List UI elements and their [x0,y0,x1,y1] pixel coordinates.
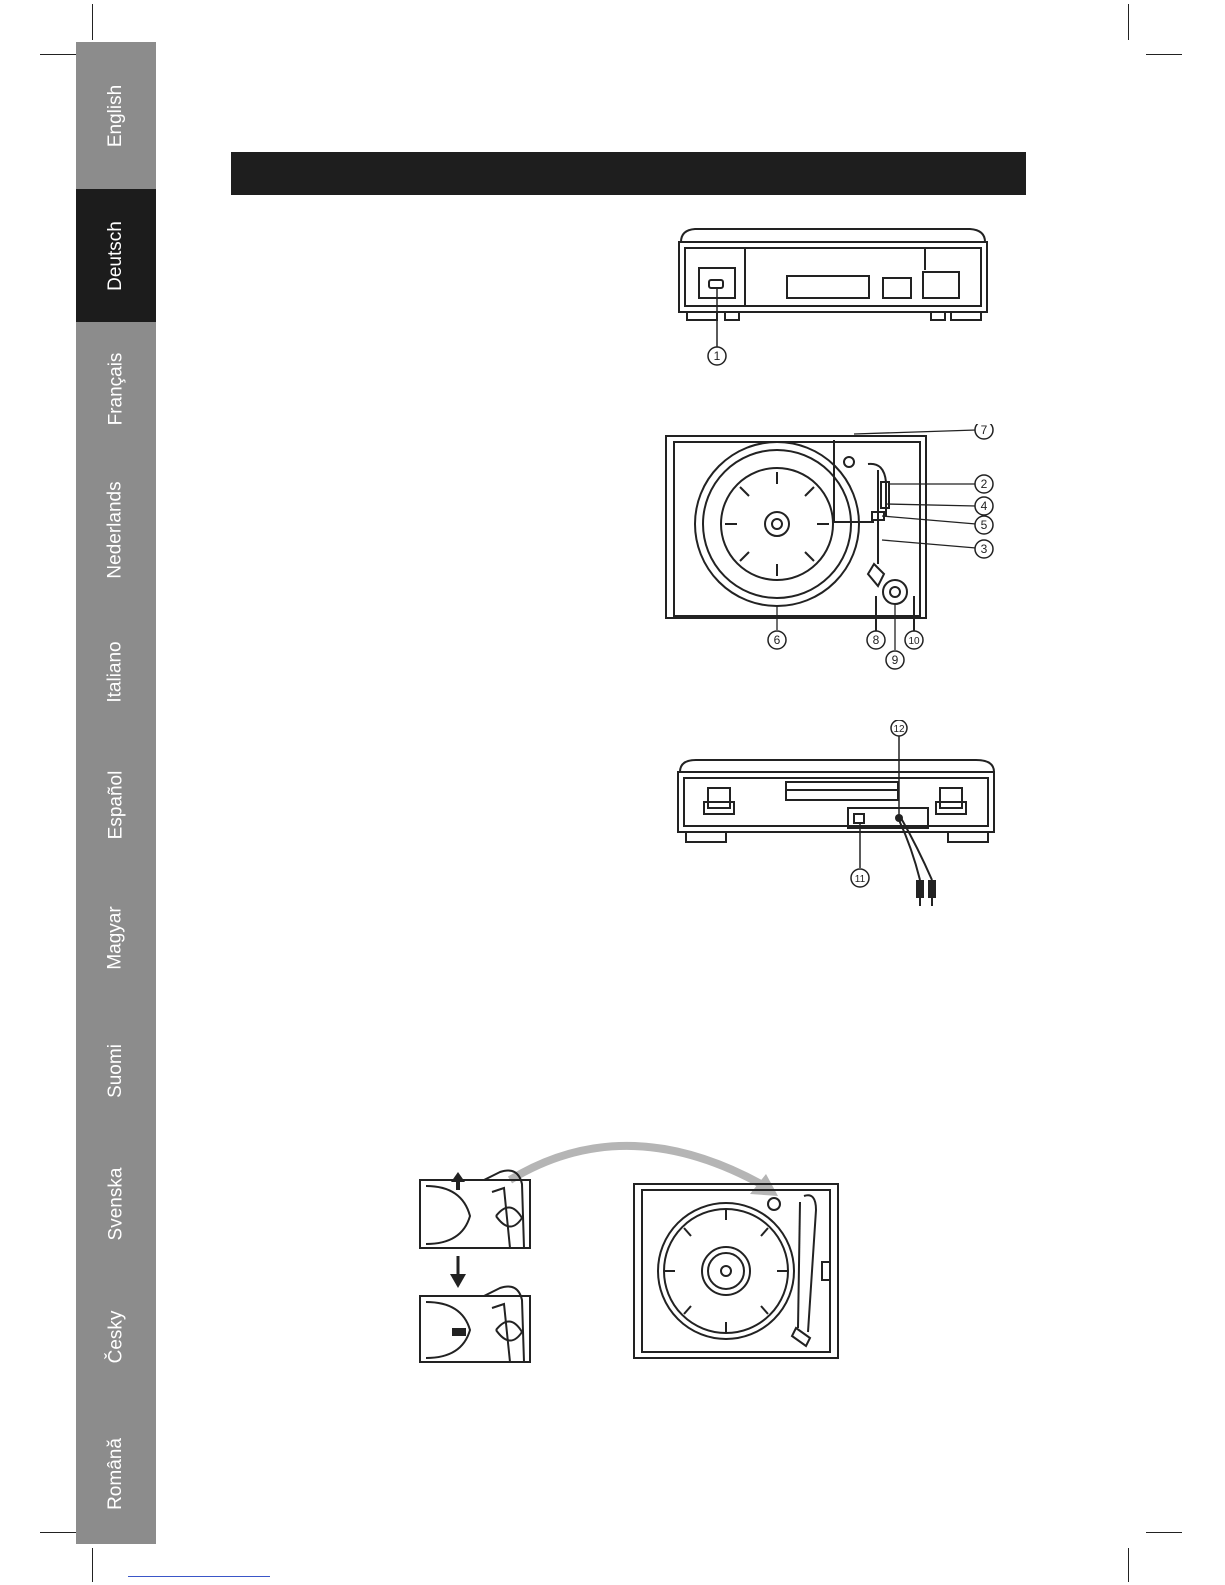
language-label: Deutsch [104,220,126,291]
crop-mark [40,1532,76,1533]
language-tab-deutsch[interactable] [76,189,156,322]
language-tab-suomi[interactable] [76,1004,156,1137]
callout-number: 8 [872,633,880,647]
callout-number: 3 [980,542,988,556]
language-label: Suomi [104,1043,126,1098]
language-tab-cesky[interactable] [76,1270,156,1403]
callout-number: 9 [891,653,899,667]
language-label: Italiano [105,640,126,703]
callout-number: 10 [908,636,920,647]
crop-mark [1128,4,1129,40]
language-tab-english[interactable] [76,42,156,189]
callout-number: 6 [773,633,781,647]
callout-number: 2 [980,477,988,491]
crop-mark [92,1548,93,1582]
language-label: English [104,84,126,147]
language-tab-svenska[interactable] [76,1137,156,1270]
language-tab-italiano[interactable] [76,605,156,738]
callout-number: 4 [980,499,988,513]
language-tab-espanol[interactable] [76,738,156,871]
crop-mark [1146,1532,1182,1533]
crop-mark [1128,1548,1129,1582]
crop-mark [40,54,76,55]
section-header-bar [231,152,1026,195]
callout-number: 7 [980,424,988,437]
language-label: Česky [104,1310,126,1363]
language-label: Magyar [104,905,126,970]
callout-number: 11 [854,874,866,885]
crop-mark [1146,54,1182,55]
footer-link-line [128,1576,270,1577]
callout-number: 5 [980,518,988,532]
language-tab-romana[interactable] [76,1403,156,1544]
language-label: Română [104,1437,126,1510]
callout-number: 1 [713,349,721,363]
language-label: Nederlands [105,481,127,579]
callout-number: 12 [893,724,905,735]
language-label: Français [104,352,126,425]
crop-mark [92,4,93,40]
language-tab-francais[interactable] [76,322,156,455]
language-tab-magyar[interactable] [76,871,156,1004]
language-tab-nederlands[interactable] [76,455,156,605]
stylus-installation-diagram [418,1132,858,1380]
language-label: Español [104,770,126,839]
top-view-diagram [664,424,1024,686]
rear-view-diagram [676,720,1016,912]
language-label: Svenska [105,1167,126,1240]
front-view-diagram [675,224,995,374]
language-sidebar [76,42,156,1544]
